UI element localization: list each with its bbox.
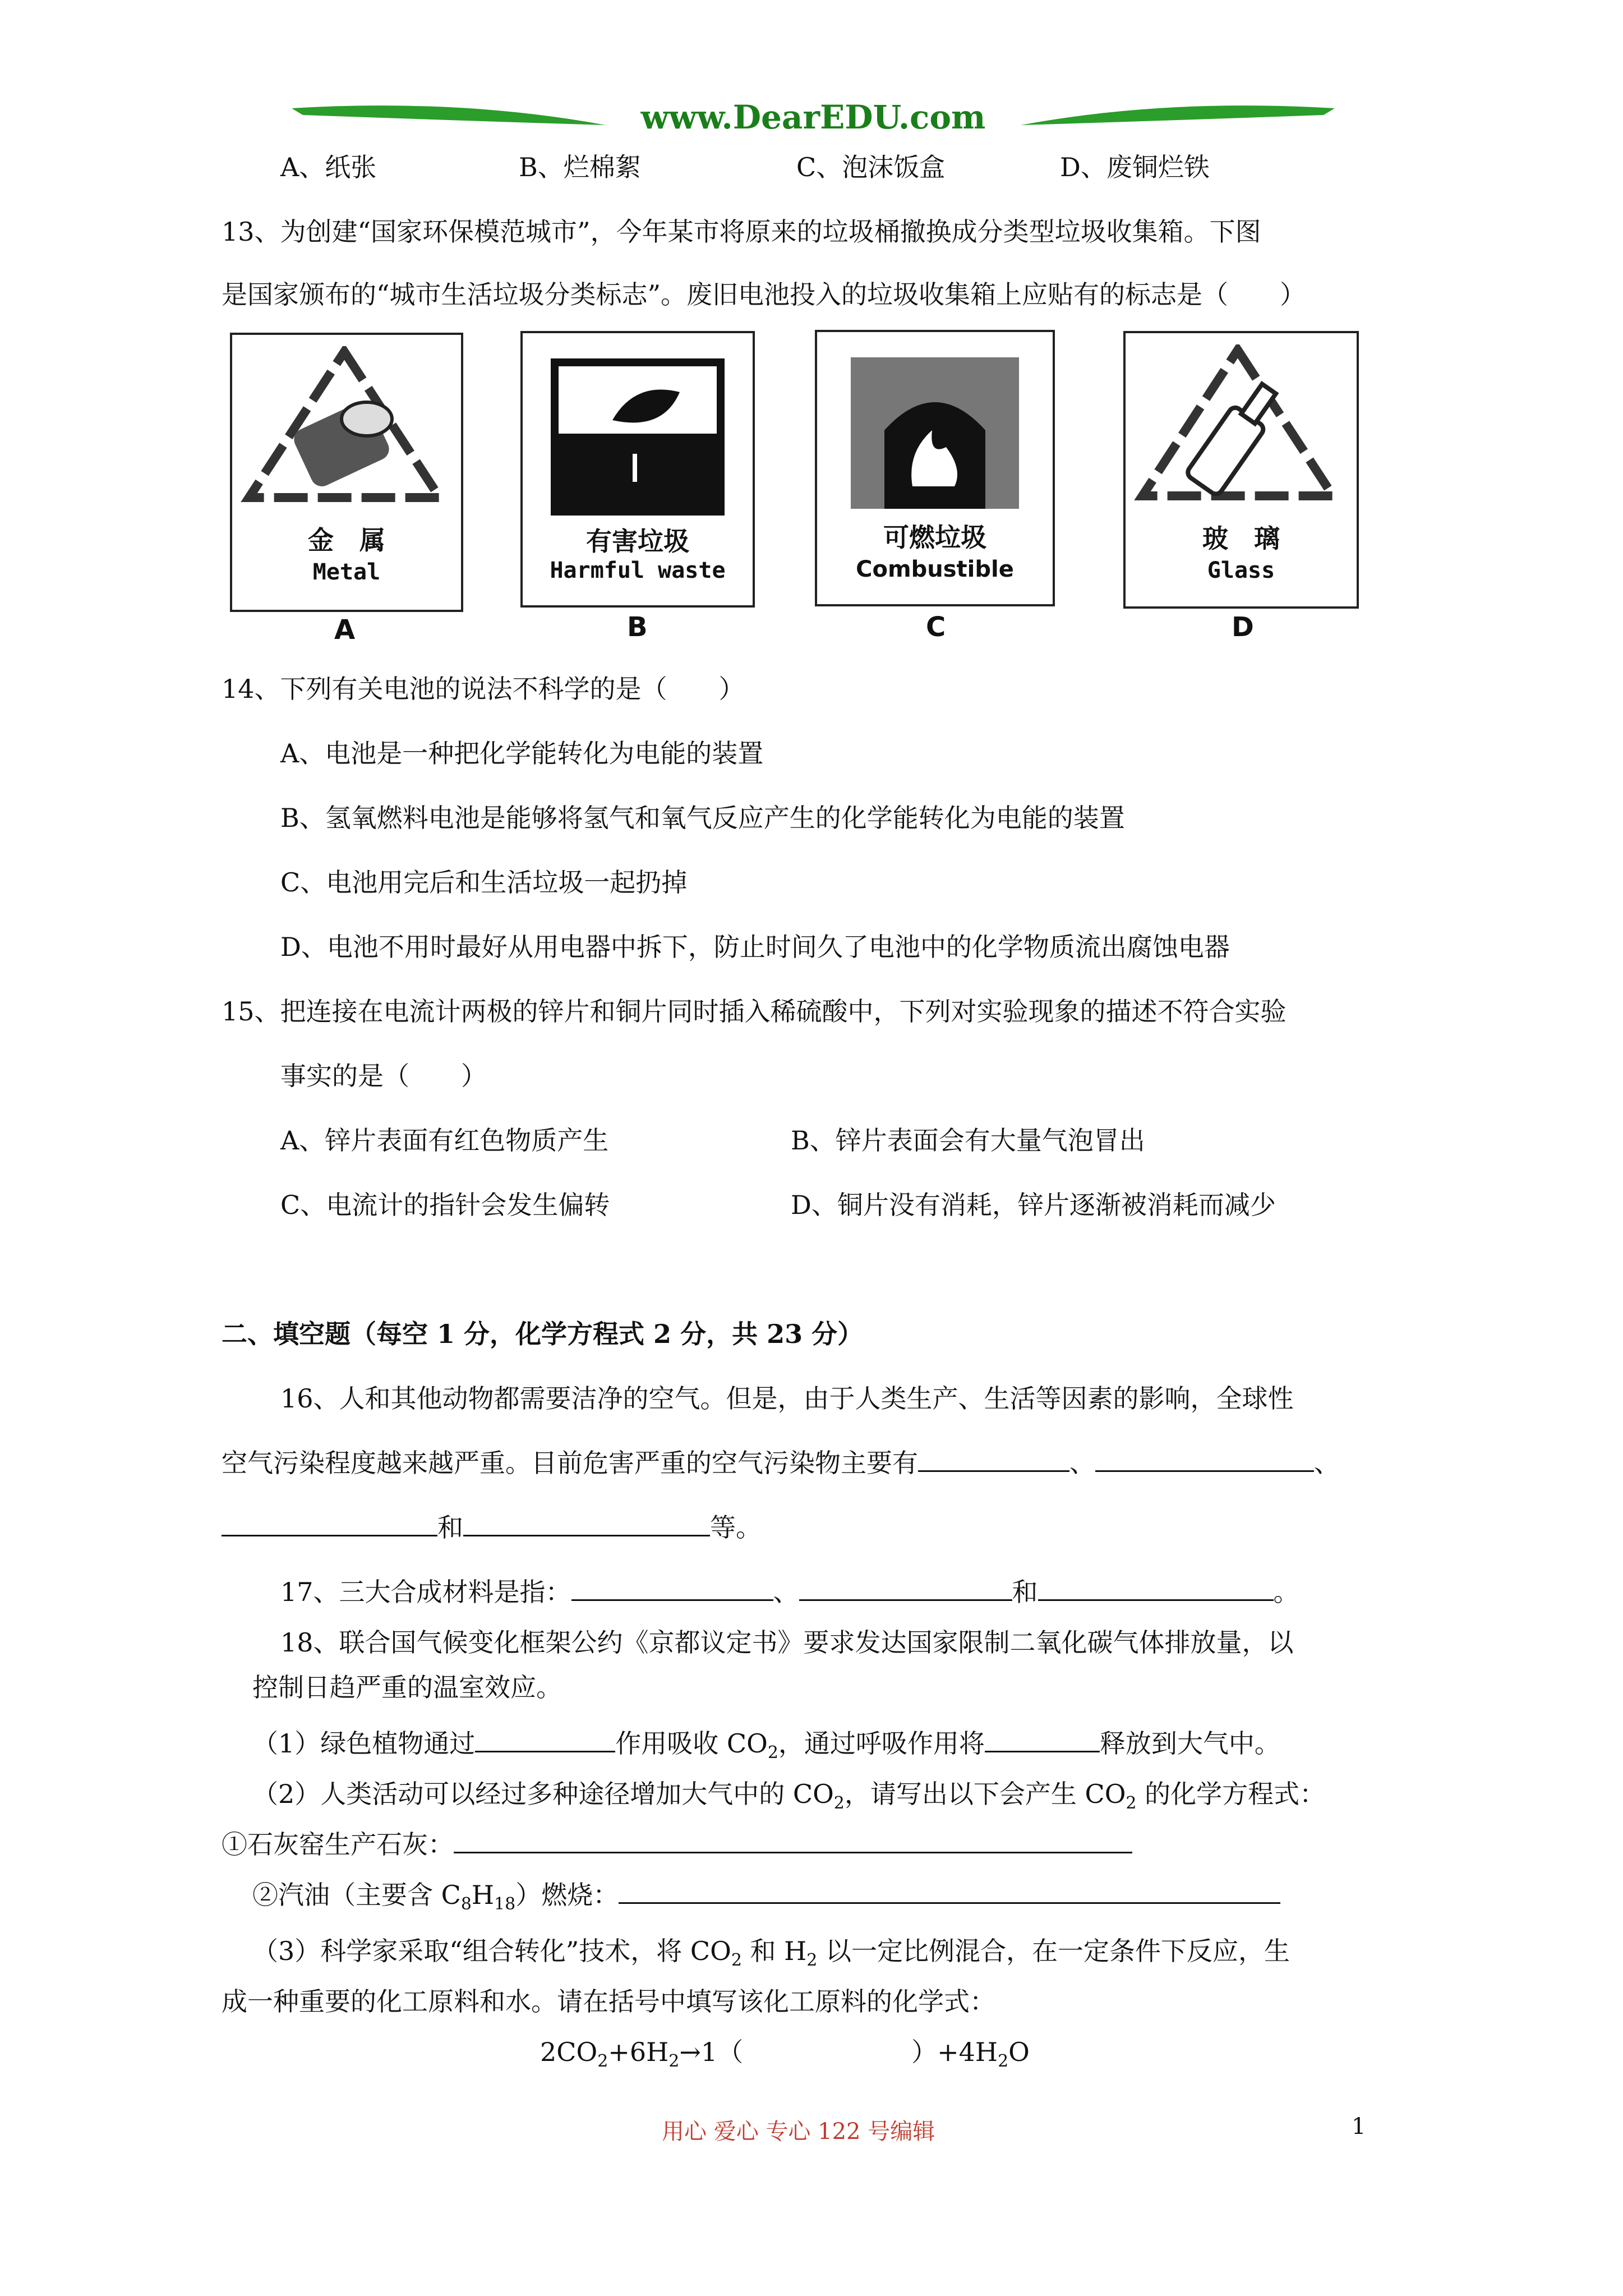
- q12-option-a: A、纸张: [280, 152, 377, 182]
- eq-a: 2CO: [540, 2037, 598, 2067]
- q17-sep: 、: [773, 1577, 799, 1607]
- eq-d: ）+4H: [911, 2037, 998, 2067]
- q17-end: 。: [1273, 1577, 1299, 1607]
- flame-icon: [851, 357, 1019, 509]
- sign-metal: [230, 333, 463, 612]
- q13-stem-line1: 13、为创建“国家环保模范城市”，今年某市将原来的垃圾桶撤换成分类型垃圾收集箱。下图: [222, 217, 1261, 247]
- q18-item2-c: ）燃烧：: [515, 1880, 619, 1910]
- q18-line1: 18、联合国气候变化框架公约《京都议定书》要求发达国家限制二氧化碳气体排放量，以: [280, 1627, 1294, 1658]
- sign-harmful-waste: [520, 331, 755, 608]
- q18-p3-a: （3）科学家采取“组合转化”技术，将 CO: [252, 1936, 731, 1966]
- q18-part3: [252, 1934, 1290, 1971]
- q18-p2-b: ，请写出以下会产生 CO: [844, 1779, 1126, 1809]
- q18-p3-sub-2: 2: [806, 1950, 818, 1971]
- site-url-text: www.DearEDU.com: [640, 98, 986, 136]
- q17-blank-3[interactable]: [1038, 1577, 1274, 1601]
- right-swoosh: [1021, 105, 1335, 125]
- left-swoosh: [292, 105, 606, 125]
- q18-line2: 控制日趋严重的温室效应。: [252, 1672, 562, 1703]
- q16-sep-1: 、: [1069, 1448, 1095, 1478]
- q15-stem-line2: 事实的是（ ）: [280, 1061, 487, 1091]
- q18-p1-b: 作用吸收 CO: [615, 1728, 768, 1759]
- q14-option-b: B、氢氧燃料电池是能够将氢气和氧气反应产生的化学能转化为电能的装置: [280, 803, 1125, 833]
- sign-b-cn-label: 有害垃圾: [586, 526, 689, 556]
- harmful-leaf-icon: [551, 358, 725, 516]
- q18-p2-c: 的化学方程式：: [1136, 1779, 1326, 1809]
- eq-b: +6H: [608, 2037, 669, 2067]
- q16-end: 等。: [710, 1512, 762, 1543]
- q18-p2-sub-2: 2: [1126, 1793, 1137, 1814]
- q18-part1: [252, 1727, 1280, 1763]
- q18-p3-sub-1: 2: [731, 1950, 742, 1971]
- q18-item1-text: ①石灰窑生产石灰：: [222, 1829, 454, 1860]
- bottle-recycle-icon: [1126, 344, 1350, 507]
- q14-option-d: D、电池不用时最好从用电器中拆下，防止时间久了电池中的化学物质流出腐蚀电器: [280, 932, 1230, 962]
- q18-item2: [252, 1878, 1280, 1915]
- sign-d-en-label: Glass: [1207, 558, 1275, 583]
- sign-a-letter: A: [334, 614, 356, 646]
- q16-blank-3[interactable]: [222, 1512, 437, 1536]
- q16-line2: [222, 1446, 1340, 1480]
- q18-item2-sub-8: 8: [460, 1894, 472, 1915]
- q14-stem: 14、下列有关电池的说法不科学的是（ ）: [222, 674, 745, 704]
- q18-item2-sub-18: 18: [494, 1894, 516, 1915]
- sign-d-cn-label: 玻 璃: [1202, 523, 1280, 554]
- q17-blank-2[interactable]: [799, 1577, 1012, 1601]
- q12-option-c: C、泡沫饭盒: [796, 152, 946, 182]
- q15-option-a: A、锌片表面有红色物质产生: [280, 1125, 609, 1156]
- q17-lead: 17、三大合成材料是指：: [280, 1577, 571, 1607]
- q18-p2-a: （2）人类活动可以经过多种途径增加大气中的 CO: [252, 1779, 834, 1809]
- q12-option-d: D、废铜烂铁: [1060, 152, 1210, 182]
- q16-line2-text: 空气污染程度越来越严重。目前危害严重的空气污染物主要有: [222, 1448, 918, 1478]
- q16-blank-2[interactable]: [1095, 1448, 1314, 1472]
- sign-c-en-label: Combustible: [856, 556, 1014, 582]
- q18-p1-a: （1）绿色植物通过: [252, 1728, 476, 1759]
- site-header-banner: [292, 98, 1335, 149]
- q18-p1-blank-1[interactable]: [475, 1728, 615, 1752]
- q18-item2-a: ②汽油（主要含 C: [252, 1880, 461, 1910]
- q18-p1-sub: 2: [767, 1743, 778, 1763]
- sign-b-en-label: Harmful waste: [550, 558, 726, 583]
- q15-option-b: B、锌片表面会有大量气泡冒出: [791, 1125, 1145, 1156]
- q17-and: 和: [1012, 1577, 1038, 1607]
- eq-sub-1: 2: [597, 2051, 608, 2072]
- q18-p1-d: 释放到大气中。: [1099, 1728, 1280, 1759]
- q18-part2: [252, 1777, 1326, 1814]
- q14-option-a: A、电池是一种把化学能转化为电能的装置: [280, 738, 764, 769]
- q16-line3: [222, 1511, 762, 1544]
- q16-and: 和: [437, 1512, 463, 1543]
- eq-sub-3: 2: [998, 2051, 1009, 2072]
- q18-item1-blank[interactable]: [454, 1829, 1132, 1853]
- q15-stem-line1: 15、把连接在电流计两极的锌片和铜片同时插入稀硫酸中，下列对实验现象的描述不符合实验: [222, 996, 1287, 1027]
- sign-c-cn-label: 可燃垃圾: [883, 522, 986, 553]
- q18-item1: [222, 1828, 1132, 1861]
- sign-a-cn-label: 金 属: [308, 525, 385, 555]
- page-number: 1: [1352, 2114, 1366, 2139]
- q18-p1-c: ，通过呼吸作用将: [778, 1728, 985, 1759]
- q18-equation: [540, 2035, 1030, 2072]
- q15-option-d: D、铜片没有消耗，锌片逐渐被消耗而减少: [791, 1190, 1276, 1220]
- q16-sep-2: 、: [1314, 1448, 1340, 1478]
- eq-sub-2: 2: [668, 2051, 680, 2072]
- q18-p1-blank-2[interactable]: [985, 1728, 1100, 1752]
- q13-stem-line2: 是国家颁布的“城市生活垃圾分类标志”。废旧电池投入的垃圾收集箱上应贴有的标志是（ ）: [222, 279, 1306, 310]
- q17-line: [280, 1575, 1299, 1609]
- eq-e: O: [1008, 2037, 1030, 2067]
- q18-p3-b: 和 H: [741, 1936, 807, 1966]
- q18-item2-b: H: [471, 1880, 495, 1910]
- q12-option-b: B、烂棉絮: [519, 152, 641, 182]
- sign-a-en-label: Metal: [312, 559, 381, 585]
- q17-blank-1[interactable]: [571, 1577, 773, 1601]
- q16-blank-1[interactable]: [918, 1448, 1069, 1472]
- q16-line1: 16、人和其他动物都需要洁净的空气。但是，由于人类生产、生活等因素的影响，全球性: [280, 1383, 1294, 1414]
- sign-c-letter: C: [926, 611, 946, 643]
- q18-p2-sub-1: 2: [833, 1793, 845, 1814]
- footer-credit: 用心 爱心 专心 122 号编辑: [662, 2119, 935, 2145]
- q15-option-c: C、电流计的指针会发生偏转: [280, 1190, 610, 1220]
- metal-can-recycle-icon: [232, 346, 457, 509]
- sign-glass: [1123, 331, 1359, 609]
- q18-item2-blank[interactable]: [619, 1880, 1280, 1904]
- section-2-title: 二、填空题（每空 1 分，化学方程式 2 分，共 23 分）: [222, 1319, 864, 1349]
- q16-blank-4[interactable]: [463, 1512, 710, 1536]
- q14-option-c: C、电池用完后和生活垃圾一起扔掉: [280, 867, 688, 898]
- sign-combustible: [815, 330, 1055, 606]
- sign-d-letter: D: [1232, 611, 1254, 643]
- q18-p3-c: 以一定比例混合，在一定条件下反应，生: [817, 1936, 1290, 1966]
- sign-b-letter: B: [627, 611, 648, 643]
- eq-c: →1（: [679, 2037, 744, 2067]
- q18-part3-line2: 成一种重要的化工原料和水。请在括号中填写该化工原料的化学式：: [222, 1986, 995, 2017]
